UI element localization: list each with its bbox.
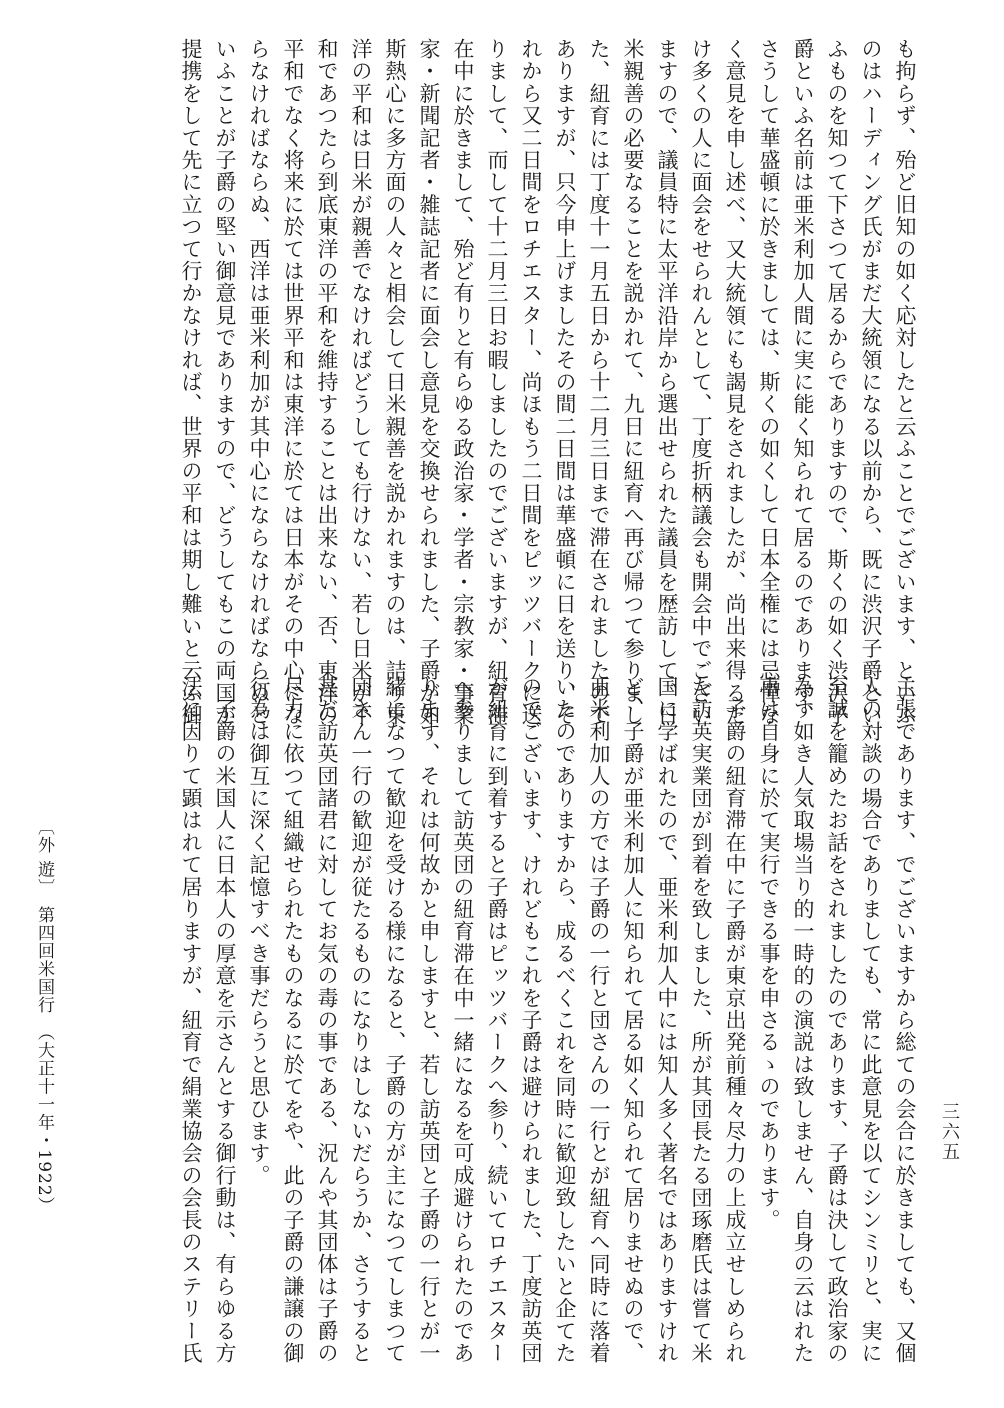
- text-line: 国に学ばれたので、亜米利加人中には知人多く著名ではありますけれ: [655, 676, 679, 1365]
- text-line: りまして、而して十二月三日お暇しましたのでございますが、紐育滞: [485, 38, 509, 727]
- page-number: 三六五: [939, 1102, 960, 1162]
- text-line: 米親善の必要なることを説かれて、九日に紐育へ再び帰つて参りまし: [621, 38, 645, 727]
- text-line: いふことが子爵の堅い御意見でありますので、どうしてもこの両国が: [213, 38, 237, 727]
- text-line: 至誠を籠めたお話をされましたのであります、子爵は決して政治家の: [825, 676, 849, 1365]
- text-line: 為す如き人気取場当り的一時的の演説は致しません、自身の云はれた: [791, 676, 815, 1365]
- text-line: ります、それは何故かと申しますと、若し訪英団と子爵の一行とが一: [417, 676, 441, 1365]
- text-line: 甚だ訪英団諸君に対してお気の毒の事である、況んや其団体は子爵の: [315, 676, 339, 1365]
- text-line: 団さん一行の歓迎が従たるものになりはしないだらうか、さうすると: [349, 676, 373, 1365]
- text-line: らなければならぬ、西洋は亜米利加が其中心にならなければならぬと: [247, 38, 271, 727]
- lower-text-block: [70, 676, 922, 1365]
- text-line: 在中に於きまして、殆ど有りと有らゆる政治家・学者・宗教家・事業: [451, 38, 475, 727]
- text-line: ありますが、只今申上げましたその間二日間は華盛頓に日を送り、そ: [553, 38, 577, 727]
- text-line: ど、子爵が亜米利加人に知られて居る如く知られて居りませぬので、: [621, 676, 645, 1365]
- text-line: も拘らず、殆ど旧知の如く応対したと云ふことでございます、といふ: [893, 38, 917, 727]
- text-line: 亜米利加人の方では子爵の一行と団さんの一行とが紐育へ同時に落着: [587, 676, 611, 1365]
- text-line: け多くの人に面会をせられんとして、丁度折柄議会も開会中でござい: [689, 38, 713, 727]
- text-line: た、紐育には丁度十一月五日から十二月三日まで滞在されましたので: [587, 38, 611, 727]
- text-line: 尽力に依つて組織せられたものなるに於てをや、此の子爵の謙譲の御: [281, 676, 305, 1365]
- running-head: 〔外 遊〕 第四回米国行 （大正十一年・1922）: [34, 818, 54, 1215]
- text-line: ふものを知つて下さつて居るからでありますので、斯くの如く渋沢子: [825, 38, 849, 727]
- text-line: へ参りまして訪英団の紐育滞在中一緒になるを可成避けられたのであ: [451, 676, 475, 1365]
- upper-text-block: [70, 38, 922, 727]
- text-line: ますので、議員特に太平洋沿岸から選出せられた議員を歴訪して、日: [655, 38, 679, 727]
- text-line: 提携をして先に立つて行かなければ、世界の平和は期し難いと云ふ御: [179, 38, 203, 727]
- text-line: のでございます、けれどもこれを子爵は避けられました、丁度訪英団: [519, 676, 543, 1365]
- text-line: 子爵の紐育滞在中に子爵が東京出発前種々尽力の上成立せしめられ: [723, 676, 747, 1365]
- text-line: 和であつたら到底東洋の平和を維持することは出来ない、否、東洋の: [315, 38, 339, 727]
- text-line: 行為は御互に深く記憶すべき事だらうと思ひます。: [247, 676, 271, 1187]
- text-line: いたのでありますから、成るべくこれを同時に歓迎致したいと企てた: [553, 676, 577, 1365]
- text-line: れから又二日間をロチエスター、尚ほもう二日間をピッツバークに送: [519, 38, 543, 727]
- text-line: 斯熱心に多方面の人々と相会して日米親善を説かれますのは、詰り東: [383, 38, 407, 727]
- text-line: 洋の平和は日米が親善でなければどうしても行けない、若し日米が不: [349, 38, 373, 727]
- text-line: 緒になつて歓迎を受ける様になると、子爵の方が主になつてしまつて: [383, 676, 407, 1365]
- text-line: 家・新聞記者・雑誌記者に面会し意見を交換せられました、子爵が如: [417, 38, 441, 727]
- text-line: く意見を申し述べ、又大統領にも謁見をされましたが、尚出来得るだ: [723, 38, 747, 727]
- text-line: 平和でなく将来に於ては世界平和は東洋に於ては日本がその中心にな: [281, 38, 305, 727]
- text-line: が紐育に到着すると子爵はピッツバークへ参り、続いてロチエスター: [485, 676, 509, 1365]
- text-line: た訪英実業団が到着を致しました、所が其団長たる団琢磨氏は嘗て米: [689, 676, 713, 1365]
- text-line: 人の対談の場合でありましても、常に此意見を以てシンミリと、実に: [859, 676, 883, 1365]
- text-line: さうして華盛頓に於きましては、斯くの如くして日本全権には忌憚な: [757, 38, 781, 727]
- text-line: 主張であります、でございますから総ての会合に於きましても、又個: [893, 676, 917, 1365]
- text-line: 事は自身に於て実行できる事を申さるゝのであります。: [757, 676, 781, 1231]
- text-line: 子爵の米国人に日本人の厚意を示さんとする御行動は、有らゆる方: [213, 676, 237, 1365]
- text-line: 爵といふ名前は亜米利加人間に実に能く知られて居るのであります、: [791, 38, 815, 727]
- text-line: のはハーディング氏がまだ大統領になる以前から、既に渋沢子爵とい: [859, 38, 883, 727]
- text-line: 法に因りて顕はれて居りますが、紐育で絹業協会の会長のステリー氏: [179, 676, 203, 1365]
